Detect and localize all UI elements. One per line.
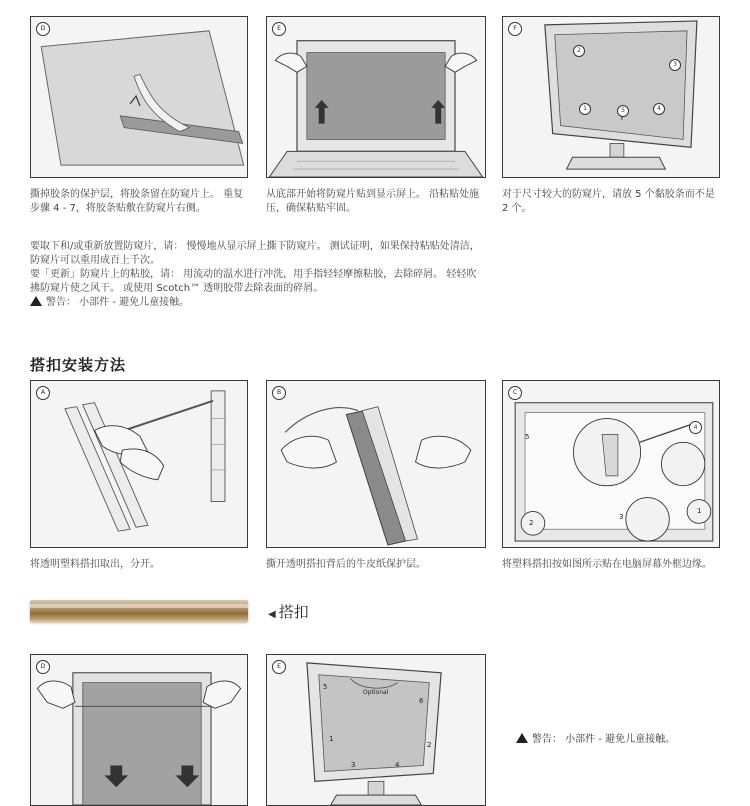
step-badge-d: D (36, 22, 50, 36)
clip-position-4: 4 (689, 421, 702, 434)
illustration-b-peel-backing (266, 380, 486, 548)
step-badge-c: C (508, 386, 522, 400)
caption-c: 将塑料搭扣按如图所示贴在电脑屏幕外框边缘。 (502, 559, 712, 570)
clip-position-5: 5 (525, 433, 530, 441)
strip-marker-2: 2 (573, 45, 585, 57)
pointer-left-icon: ◀ (268, 609, 276, 620)
clip-marker-5: 5 (323, 683, 328, 691)
clip-marker-1: 1 (329, 735, 334, 743)
peel-backing-drawing (267, 381, 485, 547)
caption-b: 撕开透明搭扣背后的牛皮纸保护层。 (266, 559, 426, 570)
illustration-e-attach-filter (266, 16, 486, 178)
note-line: 要取下和/或重新放置防窥片，请： 慢慢地从显示屏上撕下防窥片。 测试证明，如果保持粘贴处清洁， (30, 241, 480, 252)
clip-position-1: 1 (697, 507, 702, 515)
warning-icon (30, 296, 42, 306)
step-badge-b: B (272, 386, 286, 400)
bottom-warning-text: 警告： 小部件 - 避免儿童接触。 (532, 734, 676, 745)
clip-marker-optional: Optional (363, 689, 389, 696)
step-badge-a: A (36, 386, 50, 400)
step-badge-d2: D (36, 660, 50, 674)
clip-position-2: 2 (529, 519, 534, 527)
step-badge-e2: E (272, 660, 286, 674)
note-line: 要「更新」防窥片上的粘胶，请： 用流动的温水进行冲洗，用手指轻轻摩擦粘胶，去除碎屑。 轻轻吹 (30, 269, 477, 280)
caption-f: 对于尺寸较大的防窥片，请放 5 个黏胶条而不是 2 个。 (502, 189, 715, 214)
note-line: 防窥片可以重用成百上千次。 (30, 255, 160, 266)
peel-strip-drawing (31, 17, 247, 177)
illustration-a-separate-clips (30, 380, 248, 548)
clip-label (268, 601, 309, 622)
strip-marker-1: 1 (579, 103, 591, 115)
section-title: 搭扣安装方法 (30, 356, 127, 374)
illustration-d-peel-strip (30, 16, 248, 178)
place-clips-drawing (503, 381, 719, 547)
warning-text: 警告： 小部件 - 避免儿童接触。 (46, 297, 190, 308)
clip-marker-3: 3 (351, 761, 356, 769)
reuse-instructions (30, 240, 730, 310)
strip-marker-4: 4 (653, 103, 665, 115)
note-line: 拂防窥片使之风干。 或使用 Scotch™ 透明胶带去除表面的碎屑。 (30, 283, 324, 294)
step-badge-f: F (508, 22, 522, 36)
clip-label-text: 搭扣 (278, 603, 309, 621)
monitor-seven-clips-drawing (267, 655, 485, 805)
clip-marker-2: 2 (427, 741, 432, 749)
attach-with-clips-drawing (31, 655, 247, 805)
caption-e: 从底部开始将防窥片贴到显示屏上。 沿粘贴处施压，确保粘贴牢固。 (266, 189, 480, 214)
clip-strip-photo (30, 600, 248, 622)
clip-marker-4: 4 (395, 761, 400, 769)
step-badge-e: E (272, 22, 286, 36)
warning-icon (516, 733, 528, 743)
strip-marker-5: 5 (617, 105, 629, 117)
monitor-five-strips-drawing (503, 17, 719, 177)
warning-line (30, 296, 730, 310)
strip-marker-3: 3 (669, 59, 681, 71)
illustration-f-five-strips (502, 16, 720, 178)
illustration-c-place-clips (502, 380, 720, 548)
bottom-warning (516, 730, 675, 745)
illustration-e-seven-clips (266, 654, 486, 806)
clip-marker-6: 6 (419, 697, 424, 705)
separate-clips-drawing (31, 381, 247, 547)
caption-a: 将透明塑料搭扣取出，分开。 (30, 559, 160, 570)
laptop-attach-drawing (267, 17, 485, 177)
caption-d: 撕掉胶条的保护层，将胶条留在防窥片上。 重复步骤 4 - 7，将胶条贴敷在防窥片右侧。 (30, 189, 244, 214)
illustration-d-attach-clips-filter (30, 654, 248, 806)
clip-position-3: 3 (619, 513, 624, 521)
